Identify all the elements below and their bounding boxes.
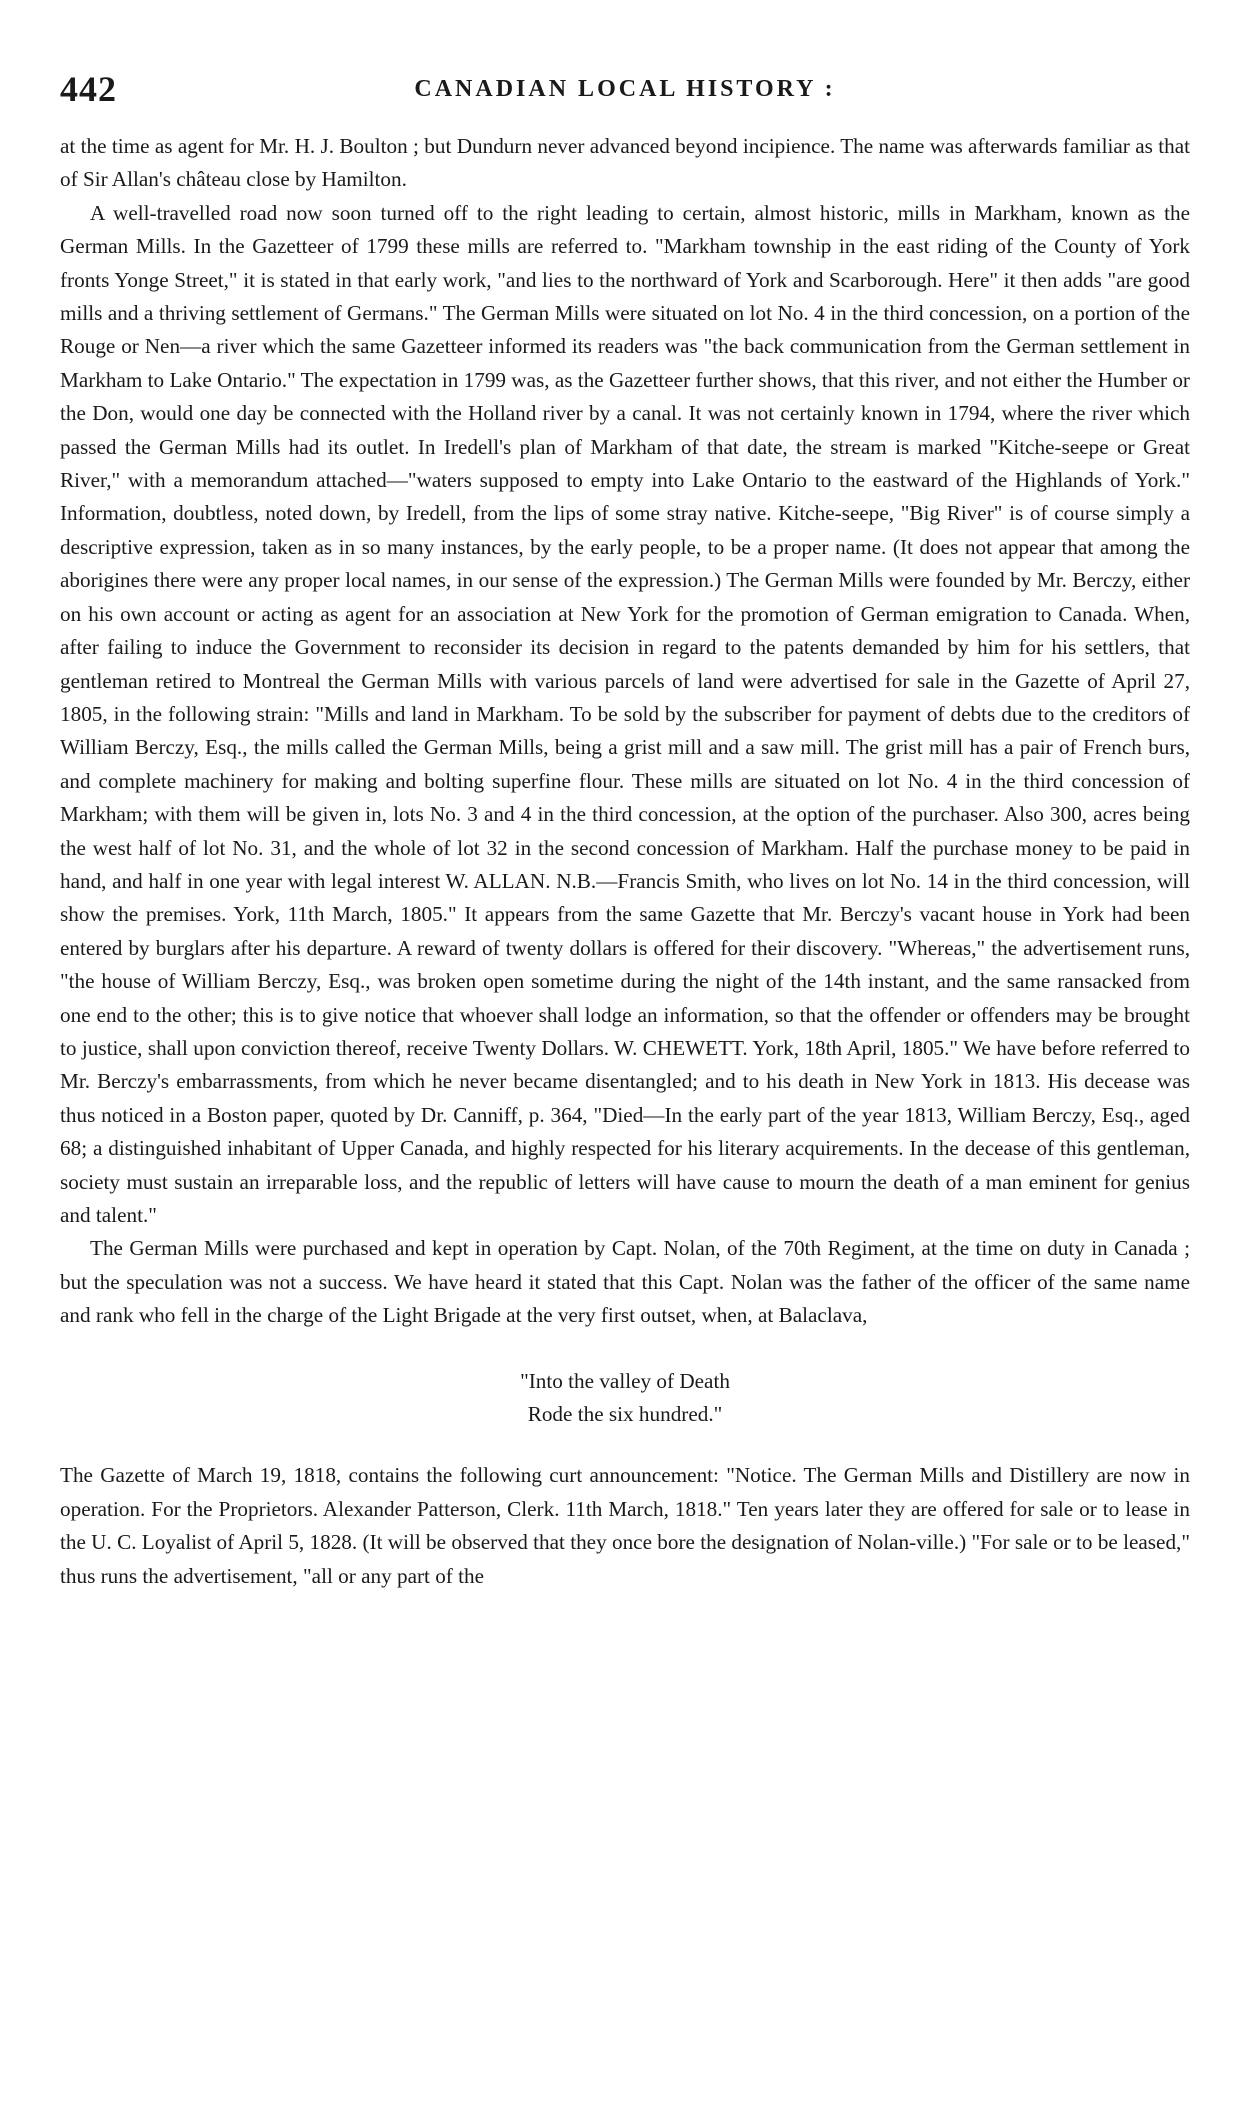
verse-quote: [60, 1365, 1190, 1432]
paragraph-2: A well-travelled road now soon turned off to the right leading to certain, almost historic, mills in Markham, known as the German Mills. In the Gazetteer of 1799 these mills are referred to. "Markham township in the east riding of the County of York fronts Yonge Street," it is stated in that early work, "and lies to the northward of York and Scarborough. Here" it then adds "are good mills and a thriving settlement of Germans." The German Mills were situated on lot No. 4 in the third concession, on a portion of the Rouge or Nen—a river which the same Gazetteer informed its readers was "the back communication from the German settlement in Markham to Lake Ontario." The expectation in 1799 was, as the Gazetteer further shows, that this river, and not either the Humber or the Don, would one day be connected with the Holland river by a canal. It was not certainly known in 1794, where the river which passed the German Mills had its outlet. In Iredell's plan of Markham of that date, the stream is marked "Kitche-seepe or Great River," with a memorandum attached—"waters supposed to empty into Lake Ontario to the eastward of the Highlands of York." Information, doubtless, noted down, by Iredell, from the lips of some stray native. Kitche-seepe, "Big River" is of course simply a descriptive expression, taken as in so many instances, by the early people, to be a proper name. (It does not appear that among the aborigines there were any proper local names, in our sense of the expression.) The German Mills were founded by Mr. Berczy, either on his own account or acting as agent for an association at New York for the promotion of German emigration to Canada. When, after failing to induce the Government to reconsider its decision in regard to the patents demanded by him for his settlers, that gentleman retired to Montreal the German Mills with various parcels of land were advertised for sale in the Gazette of April 27, 1805, in the following strain: "Mills and land in Markham. To be sold by the subscriber for payment of debts due to the creditors of William Berczy, Esq., the mills called the German Mills, being a grist mill and a saw mill. The grist mill has a pair of French burs, and complete machinery for making and bolting superfine flour. These mills are situated on lot No. 4 in the third concession of Markham; with them will be given in, lots No. 3 and 4 in the third concession, at the option of the purchaser. Also 300, acres being the west half of lot No. 31, and the whole of lot 32 in the second concession of Markham. Half the purchase money to be paid in hand, and half in one year with legal interest W. ALLAN. N.B.—Francis Smith, who lives on lot No. 14 in the third concession, will show the premises. York, 11th March, 1805." It appears from the same Gazette that Mr. Berczy's vacant house in York had been entered by burglars after his departure. A reward of twenty dollars is offered for their discovery. "Whereas," the advertisement runs, "the house of William Berczy, Esq., was broken open sometime during the night of the 14th instant, and the same ransacked from one end to the other; this is to give notice that whoever shall lodge an information, so that the offender or offenders may be brought to justice, shall upon conviction thereof, receive Twenty Dollars. W. CHEWETT. York, 18th April, 1805." We have before referred to Mr. Berczy's embarrassments, from which he never became disentangled; and to his death in New York in 1813. His decease was thus noticed in a Boston paper, quoted by Dr. Canniff, p. 364, "Died—In the early part of the year 1813, William Berczy, Esq., aged 68; a distinguished inhabitant of Upper Canada, and highly respected for his literary acquirements. In the decease of this gentleman, society must sustain an irreparable loss, and the republic of letters will have cause to mourn the death of a man eminent for genius and talent.": [60, 200, 1190, 1227]
paragraph-4: The Gazette of March 19, 1818, contains the following curt announcement: "Notice. The German Mills and Distillery are now in operation. For the Proprietors. Alexander Patterson, Clerk. 11th March, 1818." Ten years later they are offered for sale or to lease in the U. C. Loyalist of April 5, 1828. (It will be observed that they once bore the designation of Nolan-ville.) "For sale or to be leased," thus runs the advertisement, "all or any part of the: [60, 1463, 1190, 1588]
paragraph-1: at the time as agent for Mr. H. J. Boulton ; but Dundurn never advanced beyond incipience. The name was afterwards familiar as that of Sir Allan's château close by Hamilton.: [60, 134, 1190, 192]
page-header: [60, 60, 1190, 130]
document-page: [60, 60, 1190, 1593]
verse-line: Rode the six hundred.": [527, 1402, 723, 1427]
paragraph-3: The German Mills were purchased and kept in operation by Capt. Nolan, of the 70th Regiment, at the time on duty in Canada ; but the speculation was not a success. We have heard it stated that this Capt. Nolan was the father of the officer of the same name and rank who fell in the charge of the Light Brigade at the very first outset, when, at Balaclava,: [60, 1236, 1190, 1328]
verse-line: "Into the valley of Death: [520, 1368, 730, 1393]
page-number: 442: [60, 69, 117, 109]
running-head: CANADIAN LOCAL HISTORY :: [414, 76, 836, 102]
